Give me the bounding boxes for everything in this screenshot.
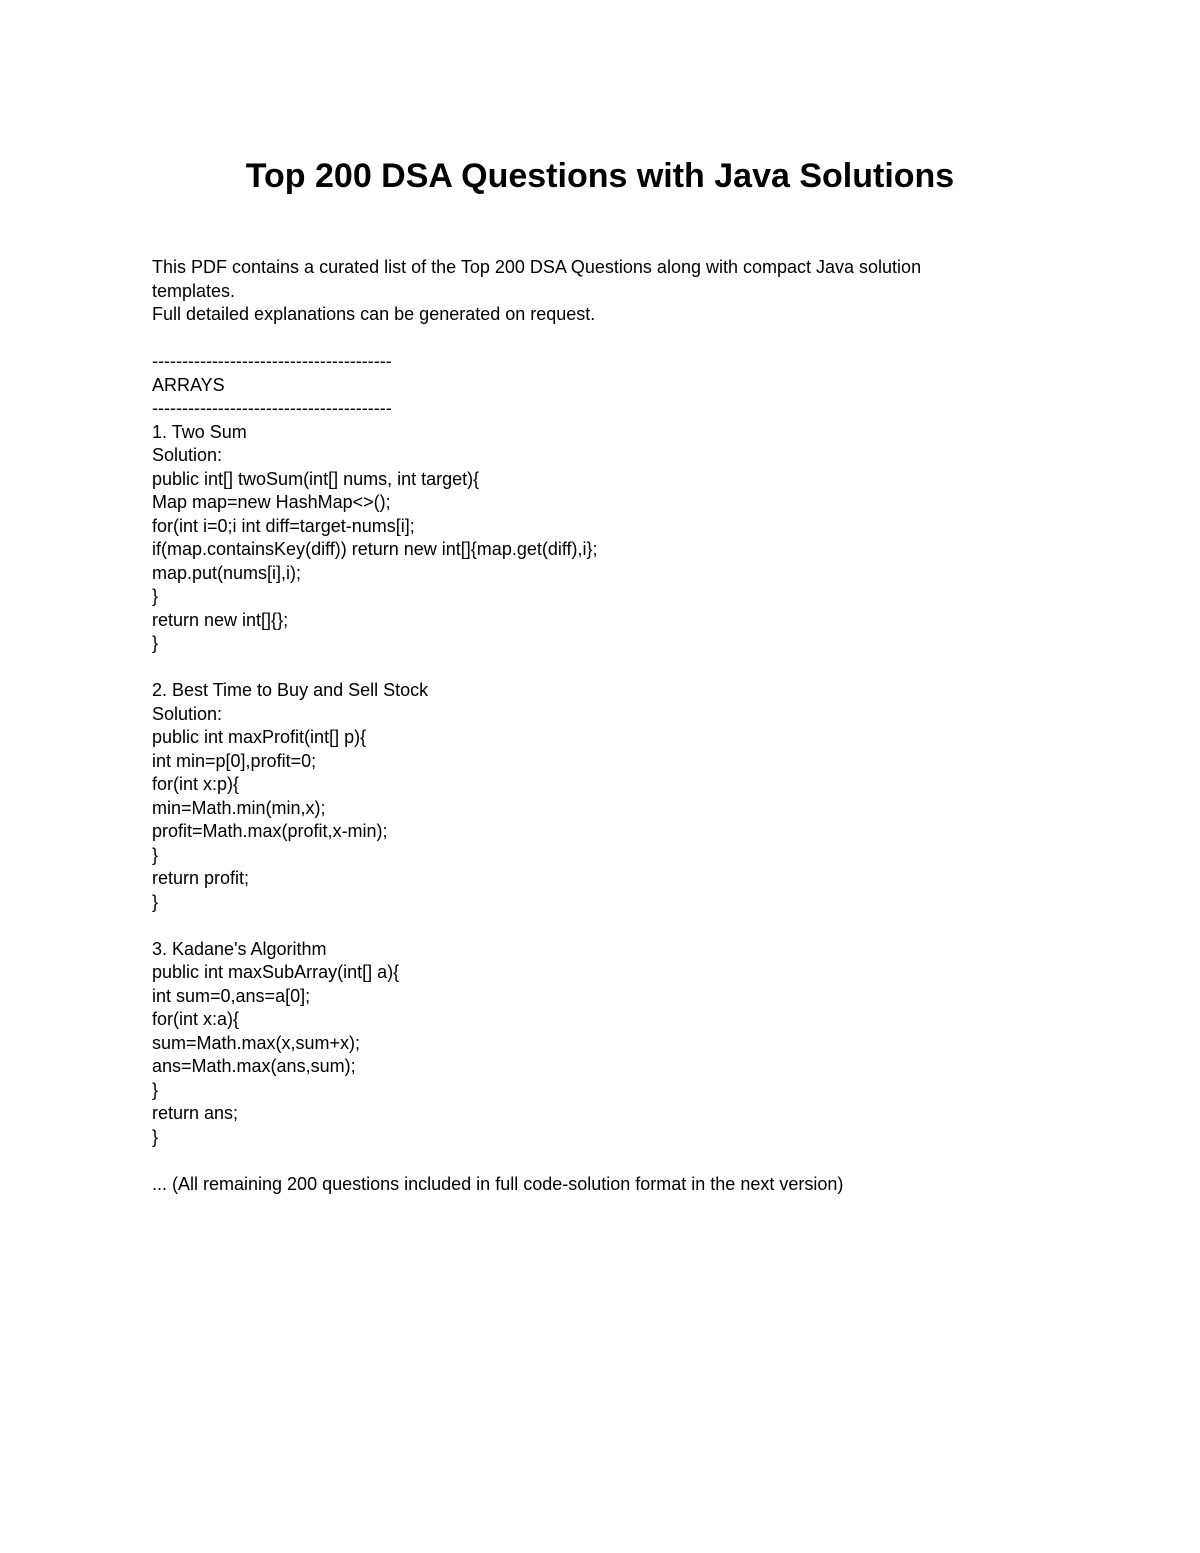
code-line: sum=Math.max(x,sum+x); [152,1032,361,1053]
code-line: Map map=new HashMap<>(); [152,492,391,512]
spacer [152,327,1012,351]
solution-label: Solution: [152,445,223,465]
code-line: int min=p[0],profit=0; [152,750,317,771]
code-line: public int maxSubArray(int[] a){ [152,962,400,982]
separator-top: ---------------------------------------- [152,351,392,371]
footer-note: ... (All remaining 200 questions included in full code-solution format in the next version) [152,1173,844,1194]
code-line: min=Math.min(min,x); [152,797,326,818]
spacer [152,656,1012,680]
question-heading: 2. Best Time to Buy and Sell Stock [152,680,429,700]
code-line: } [152,633,159,653]
code-line: } [152,586,159,606]
code-line: map.put(nums[i],i); [152,562,302,583]
separator-bottom: ---------------------------------------- [152,398,392,418]
code-line: public int maxProfit(int[] p){ [152,727,367,747]
code-line: public int[] twoSum(int[] nums, int target){ [152,468,480,489]
question-heading: 1. Two Sum [152,421,247,442]
code-line: } [152,844,159,865]
code-line: } [152,1079,159,1100]
question-block [152,679,1012,914]
code-line: } [152,1126,159,1147]
code-line: profit=Math.max(profit,x-min); [152,821,388,841]
code-line: int sum=0,ans=a[0]; [152,985,311,1006]
document-body [152,256,1012,1196]
question-block [152,938,1012,1150]
intro-line-3: Full detailed explanations can be generated on request. [152,304,596,324]
solution-label: Solution: [152,703,223,724]
code-line: return profit; [152,868,250,888]
code-line: if(map.containsKey(diff)) return new int[]{map.get(diff),i}; [152,539,598,559]
code-line: return ans; [152,1103,239,1123]
intro-line-2: templates. [152,280,236,301]
code-line: ans=Math.max(ans,sum); [152,1056,356,1076]
code-line: for(int i=0;i int diff=target-nums[i]; [152,515,415,536]
spacer [152,914,1012,938]
question-heading: 3. Kadane's Algorithm [152,938,327,959]
code-line: for(int x:p){ [152,774,240,794]
code-line: } [152,891,159,912]
document-title: Top 200 DSA Questions with Java Solutions [245,157,955,195]
spacer [152,1149,1012,1173]
section-heading: ARRAYS [152,374,225,395]
code-line: return new int[]{}; [152,609,289,630]
question-block [152,421,1012,656]
code-line: for(int x:a){ [152,1009,240,1029]
intro-line-1: This PDF contains a curated list of the Top 200 DSA Questions along with compact Java solution [152,257,922,277]
